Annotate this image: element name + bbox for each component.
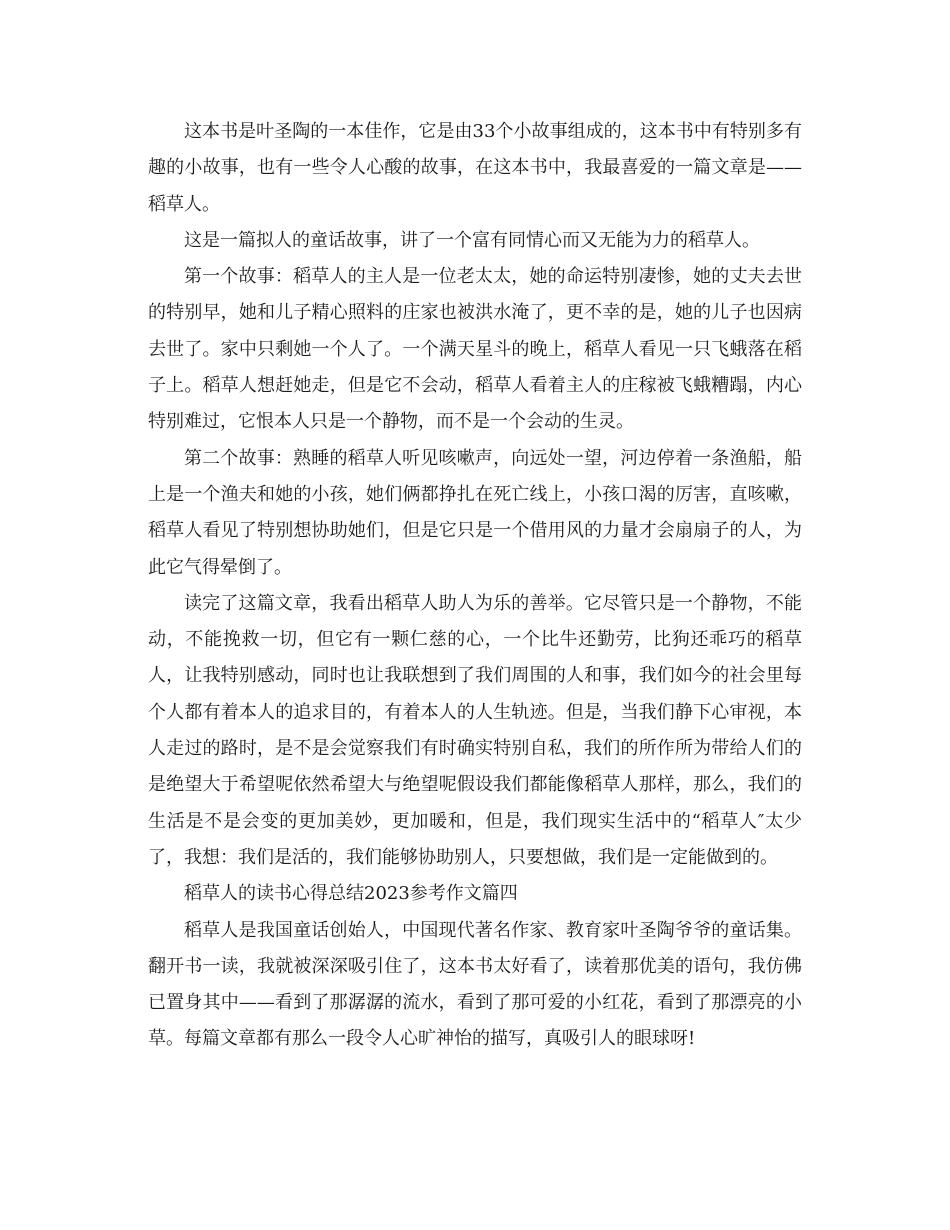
paragraph-reflection: 读完了这篇文章，我看出稻草人助人为乐的善举。它尽管只是一个静物，不能动，不能挽救一切，但它有一颗仁慈的心，一个比牛还勤劳，比狗还乖巧的稻草人，让我特别感动，同时也让我联想到了我们周围的人和事，我们如今的社会里每个人都有着本人的追求目的，有着本人的人生轨迹。但是，当我们静下心审视，本人走过的路时，是不是会觉察我们有时确实特别自私，我们的所作所为带给人们的是绝望大于希望呢依然希望大与绝望呢假设我们都能像稻草人那样，那么，我们的生活是不是会变的更加美妙，更加暖和，但是，我们现实生活中的“稻草人″太少了，我想：我们是活的，我们能够协助别人，只要想做，我们是一定能做到的。 [148, 592, 802, 868]
paragraph-intro: 这本书是叶圣陶的一本佳作，它是由33个小故事组成的，这本书中有特别多有趣的小故事，也有一些令人心酸的故事，在这本书中，我最喜爱的一篇文章是——稻草人。 [148, 121, 802, 215]
paragraph-closing: 稻草人是我国童话创始人，中国现代著名作家、教育家叶圣陶爷爷的童话集。翻开书一读，我就被深深吸引住了，这本书太好看了，读着那优美的语句，我仿佛已置身其中——看到了那潺潺的流水，看到了那可爱的小红花，看到了那漂亮的小草。每篇文章都有那么一段令人心旷神怡的描写，真吸引人的眼球呀! [148, 919, 802, 1050]
section-heading: 稻草人的读书心得总结2023参考作文篇四 [184, 883, 518, 905]
paragraph-summary: 这是一篇拟人的童话故事，讲了一个富有同情心而又无能为力的稻草人。 [184, 229, 760, 251]
paragraph-story-two: 第二个故事：熟睡的稻草人听见咳嗽声，向远处一望，河边停着一条渔船，船上是一个渔夫和她的小孩，她们俩都挣扎在死亡线上，小孩口渴的厉害，直咳嗽，稻草人看见了特别想协助她们，但是它只是一个借用风的力量才会扇扇子的人，为此它气得晕倒了。 [148, 447, 802, 578]
paragraph-story-one: 第一个故事：稻草人的主人是一位老太太，她的命运特别凄惨，她的丈夫去世的特别早，她和儿子精心照料的庄家也被洪水淹了，更不幸的是，她的儿子也因病去世了。家中只剩她一个人了。一个满天星斗的晚上，稻草人看见一只飞蛾落在稻子上。稻草人想赶她走，但是它不会动，稻草人看着主人的庄稼被飞蛾糟蹋，内心特别难过，它恨本人只是一个静物，而不是一个会动的生灵。 [148, 266, 802, 433]
